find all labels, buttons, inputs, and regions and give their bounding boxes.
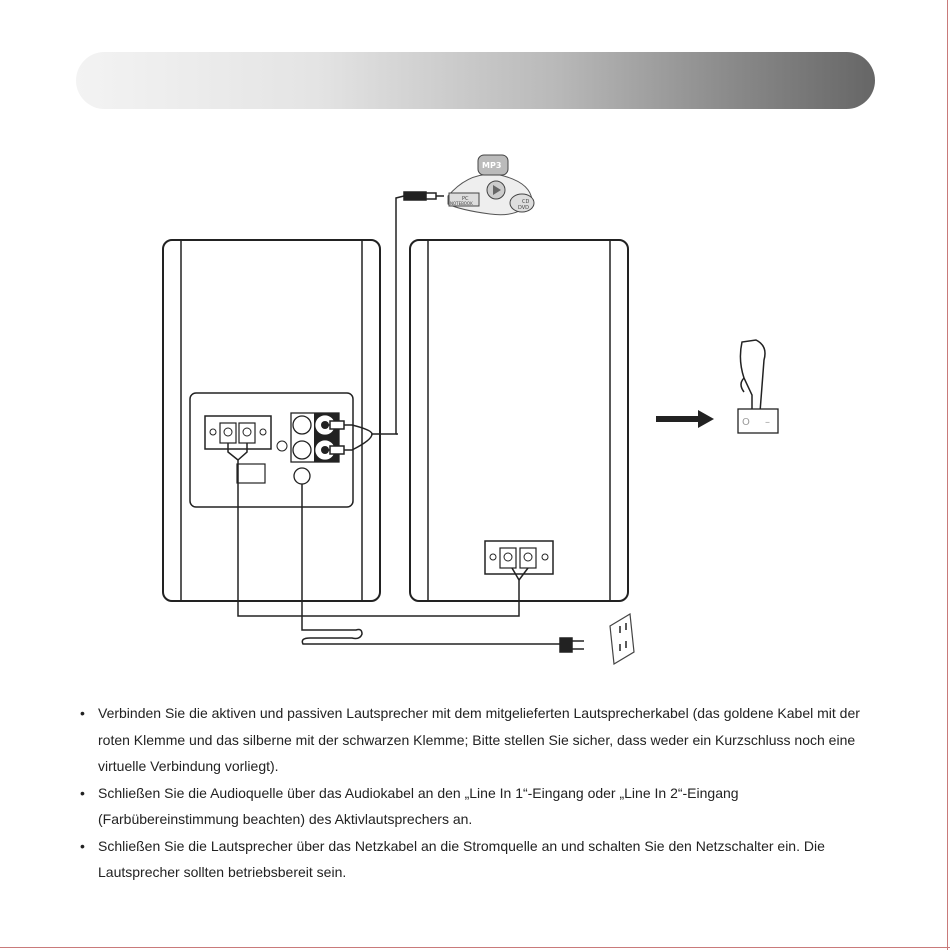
power-switch [738,409,778,433]
dvd-label: DVD [518,205,530,211]
switch-on-label: – [765,417,770,428]
passive-speaker [410,240,628,601]
power-inlet [294,468,310,484]
volume-knob [277,441,287,451]
hand-pointer-icon [740,340,765,414]
instruction-text: Schließen Sie die Audioquelle über das Audiokabel an den „Line In 1“-Eingang oder „Line In 2“-Eingang (Farbübereinstimmung beachten) des Aktivlautsprechers an. [98,784,739,827]
label-plate [237,464,265,483]
instruction-item [80,780,860,833]
pc-label: PC [462,196,469,202]
instruction-item [80,833,860,886]
bullet: • [80,837,85,854]
instruction-text: Verbinden Sie die aktiven und passiven Lautsprecher mit dem mitgelieferten Lautsprecherkabel (das goldene Kabel mit der roten Klemme und das silberne mit der schwarzen Klemme; Bitte stellen Sie sicher, dass weder ein Kurzschluss noch eine virtuelle Verbindung vorliegt). [98,705,860,774]
bullet: • [80,784,85,801]
switch-off-label: O [742,417,750,428]
mp3-label: MP3 [482,161,502,170]
active-speaker [163,240,380,601]
speaker-output-terminal [205,416,271,449]
instruction-item [80,700,860,780]
cd-label: CD [522,199,530,205]
wall-outlet-icon [610,614,634,664]
audio-source-devices [448,155,534,215]
instructions-list [80,700,860,886]
arrow-right-icon [656,410,714,428]
bullet: • [80,705,85,721]
instruction-text: Schließen Sie die Lautsprecher über das Netzkabel an die Stromquelle an und schalten Sie den Netzschalter ein. Die Lautsprecher sollten betriebsbereit sein. [98,837,825,880]
speaker-input-terminal [485,541,553,574]
notebook-label: NOTEBOOK [450,201,473,206]
page-border [0,947,950,948]
